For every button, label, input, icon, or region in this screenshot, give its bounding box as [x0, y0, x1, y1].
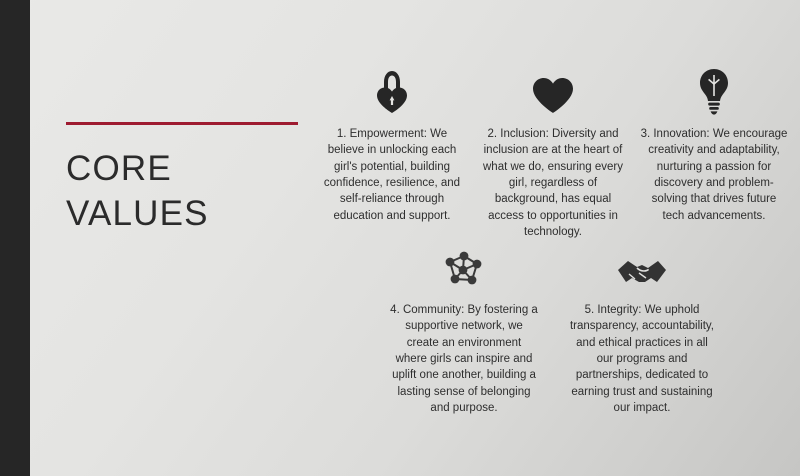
value-card-community — [390, 238, 538, 416]
value-card-text: 1. Empowerment: We believe in unlocking each girl's potential, building confidence, resilience, and self-reliance through education and support. — [323, 128, 461, 222]
value-card-text: 2. Inclusion: Diversity and inclusion are at the heart of what we do, ensuring every girl, regardless of background, has equal access to opportunities in technology. — [483, 128, 623, 238]
network-nodes-icon — [439, 238, 489, 292]
value-card-innovation — [640, 62, 788, 240]
padlock-heart-icon — [371, 62, 413, 116]
values-row-top — [318, 62, 788, 240]
value-card-empowerment — [318, 62, 466, 240]
value-card-integrity — [568, 238, 716, 416]
page-title-line-1: CORE — [66, 149, 172, 188]
page-title — [66, 147, 316, 237]
values-row-bottom — [390, 238, 716, 416]
slide-title-block — [66, 122, 316, 237]
title-accent-rule — [66, 122, 298, 125]
value-card-text: 3. Innovation: We encourage creativity and adaptability, nurturing a passion for discovery and problem-solving that drives future tech advancements. — [640, 128, 788, 222]
lightbulb-icon — [693, 62, 735, 116]
value-card-inclusion — [479, 62, 627, 240]
handshake-icon — [615, 238, 669, 292]
page-title-line-2: VALUES — [66, 193, 209, 233]
value-card-text: 5. Integrity: We uphold transparency, accountability, and ethical practices in all our programs and partnerships, dedicated to earning trust and sustaining our impact. — [569, 304, 715, 414]
left-accent-band — [0, 0, 30, 476]
heart-icon — [530, 62, 576, 116]
value-card-text: 4. Community: By fostering a supportive network, we create an environment where girls can inspire and uplift one another, building a lasting sense of belonging and purpose. — [390, 304, 538, 414]
